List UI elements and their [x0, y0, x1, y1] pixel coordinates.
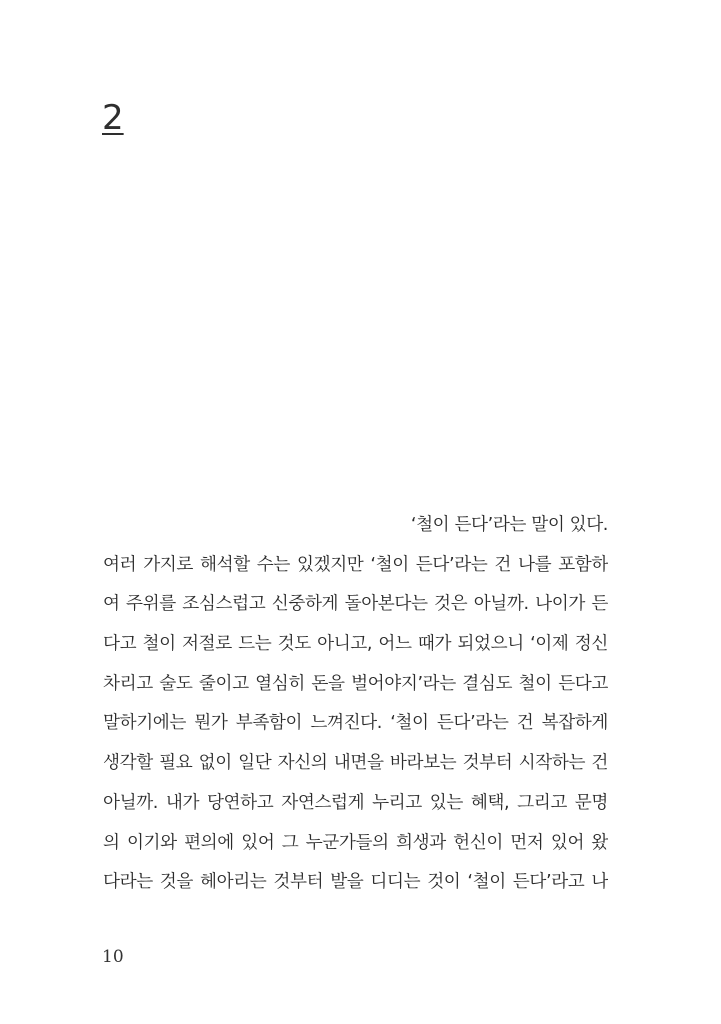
text-line: 말하기에는 뭔가 부족함이 느껴진다. ‘철이 든다’라는 건 복잡하게: [103, 713, 608, 734]
text-line: 다라는 것을 헤아리는 것부터 발을 디디는 것이 ‘철이 든다’라고 나: [103, 872, 608, 893]
body-paragraph: [103, 506, 608, 903]
text-line: 생각할 필요 없이 일단 자신의 내면을 바라보는 것부터 시작하는 건: [103, 753, 608, 774]
text-line: 다고 철이 저절로 드는 것도 아니고, 어느 때가 되었으니 ‘이제 정신: [103, 634, 608, 655]
chapter-number: 2: [102, 98, 124, 138]
text-line: 아닐까. 내가 당연하고 자연스럽게 누리고 있는 혜택, 그리고 문명: [103, 792, 608, 813]
text-line: 의 이기와 편의에 있어 그 누군가들의 희생과 헌신이 먼저 있어 왔: [103, 832, 608, 853]
text-line: 여 주위를 조심스럽고 신중하게 돌아본다는 것은 아닐까. 나이가 든: [103, 594, 608, 615]
text-line: 여러 가지로 해석할 수는 있겠지만 ‘철이 든다’라는 건 나를 포함하: [103, 554, 608, 575]
text-line-opening: ‘철이 든다’라는 말이 있다.: [410, 515, 608, 535]
text-line: 차리고 술도 줄이고 열심히 돈을 벌어야지’라는 결심도 철이 든다고: [103, 673, 608, 694]
page-number: 10: [102, 947, 124, 967]
